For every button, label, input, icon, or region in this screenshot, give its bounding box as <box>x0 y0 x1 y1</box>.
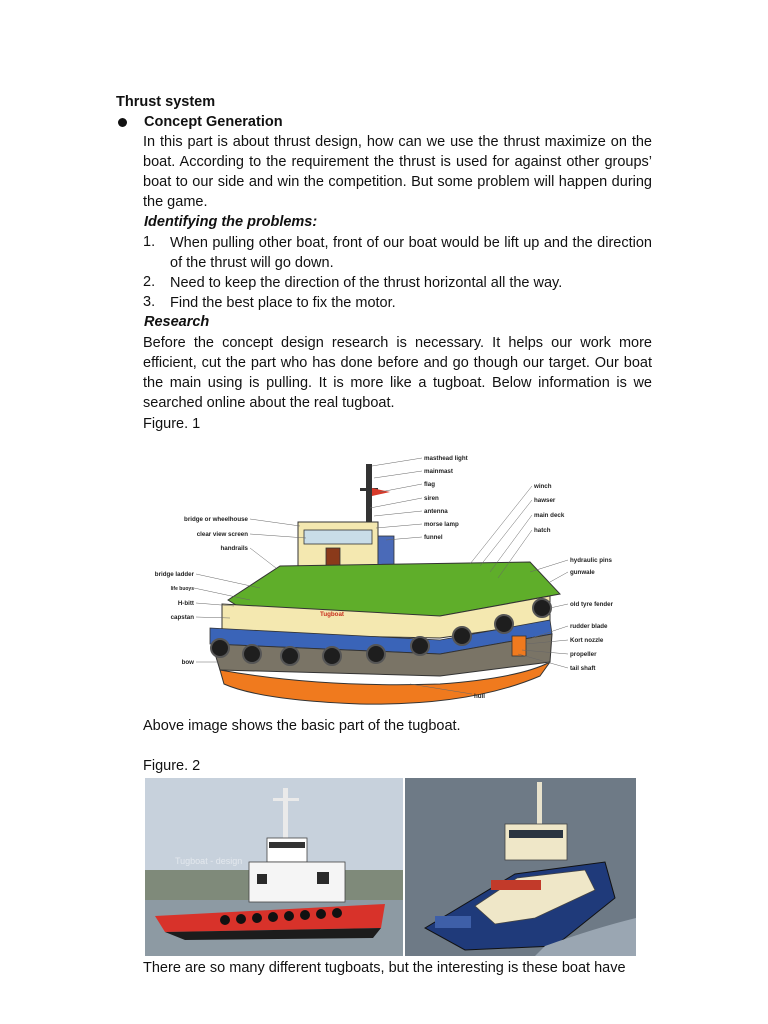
figure-2-label: Figure. 2 <box>143 758 201 774</box>
diagram-label-morse: morse lamp <box>424 521 459 528</box>
diagram-label-fender: old tyre fender <box>570 601 613 608</box>
diagram-label-hawser: hawser <box>534 497 556 504</box>
diagram-label-main-deck: main deck <box>534 512 565 519</box>
diagram-label-rudder: rudder blade <box>570 623 608 630</box>
diagram-label-antenna: antenna <box>424 508 448 515</box>
diagram-label-hull: hull <box>474 693 485 700</box>
problem-item: Find the best place to fix the motor. <box>170 295 396 311</box>
diagram-label-funnel: funnel <box>424 534 443 541</box>
diagram-label-handrails: handrails <box>220 545 248 552</box>
diagram-label-siren: siren <box>424 495 439 502</box>
problem-number: 2. <box>143 274 156 290</box>
diagram-label-propeller: propeller <box>570 651 597 658</box>
section-title: Thrust system <box>116 94 216 110</box>
diagram-label-hbitt: H-bitt <box>177 600 194 607</box>
diagram-label-ladder: bridge ladder <box>154 571 194 578</box>
problem-number: 3. <box>143 294 156 310</box>
photo-watermark: Tugboat - design <box>175 856 243 866</box>
closing-paragraph: There are so many different tugboats, but the interesting is these boat have <box>143 960 626 976</box>
diagram-label-capstan: capstan <box>170 614 194 621</box>
hull-brand-text: Tugboat <box>320 611 344 618</box>
tugboat-photo-left <box>145 778 403 956</box>
figure-1-caption: Above image shows the basic part of the tugboat. <box>143 718 461 734</box>
problem-item: When pulling other boat, front of our boat would be lift up and the direction of the thrust will go down. <box>170 235 652 271</box>
tugboat-diagram <box>140 448 630 708</box>
problem-number: 1. <box>143 234 156 250</box>
figure-1-label: Figure. 1 <box>143 416 201 432</box>
diagram-label-mainmast: mainmast <box>424 468 453 475</box>
diagram-label-tail-shaft: tail shaft <box>570 665 596 672</box>
diagram-label-hatch: hatch <box>534 527 551 534</box>
diagram-label-bridge: bridge or wheelhouse <box>184 516 248 523</box>
concept-heading: Concept Generation <box>144 114 283 130</box>
diagram-label-screen: clear view screen <box>196 531 248 538</box>
diagram-label-masthead: masthead light <box>424 455 468 462</box>
research-heading: Research <box>144 314 210 330</box>
diagram-label-kort: Kort nozzle <box>570 637 604 644</box>
bullet-icon <box>118 118 127 127</box>
diagram-label-flag: flag <box>424 481 436 488</box>
problem-item: Need to keep the direction of the thrust horizontal all the way. <box>170 275 563 291</box>
concept-intro-paragraph: In this part is about thrust design, how can we use the thrust maximize on the boat. According to the requirement the thrust is used for against other groups’ boat to our side and win the competition. But some problem will happen during the game. <box>143 134 652 210</box>
diagram-label-hydraulic: hydraulic pins <box>570 557 612 564</box>
research-paragraph: Before the concept design research is necessary. It helps our work more efficient, cut the part who has done before and go though our target. Our boat the main using is pulling. It is more like a tugboat. Below information is we searched online about the real tugboat. <box>143 335 652 411</box>
tugboat-photo-right <box>405 778 636 956</box>
diagram-label-buoys: life buoys <box>170 586 194 592</box>
diagram-label-gunwale: gunwale <box>570 569 595 576</box>
diagram-label-bow: bow <box>181 659 194 666</box>
problems-heading: Identifying the problems: <box>144 214 318 230</box>
diagram-label-winch: winch <box>534 483 552 490</box>
